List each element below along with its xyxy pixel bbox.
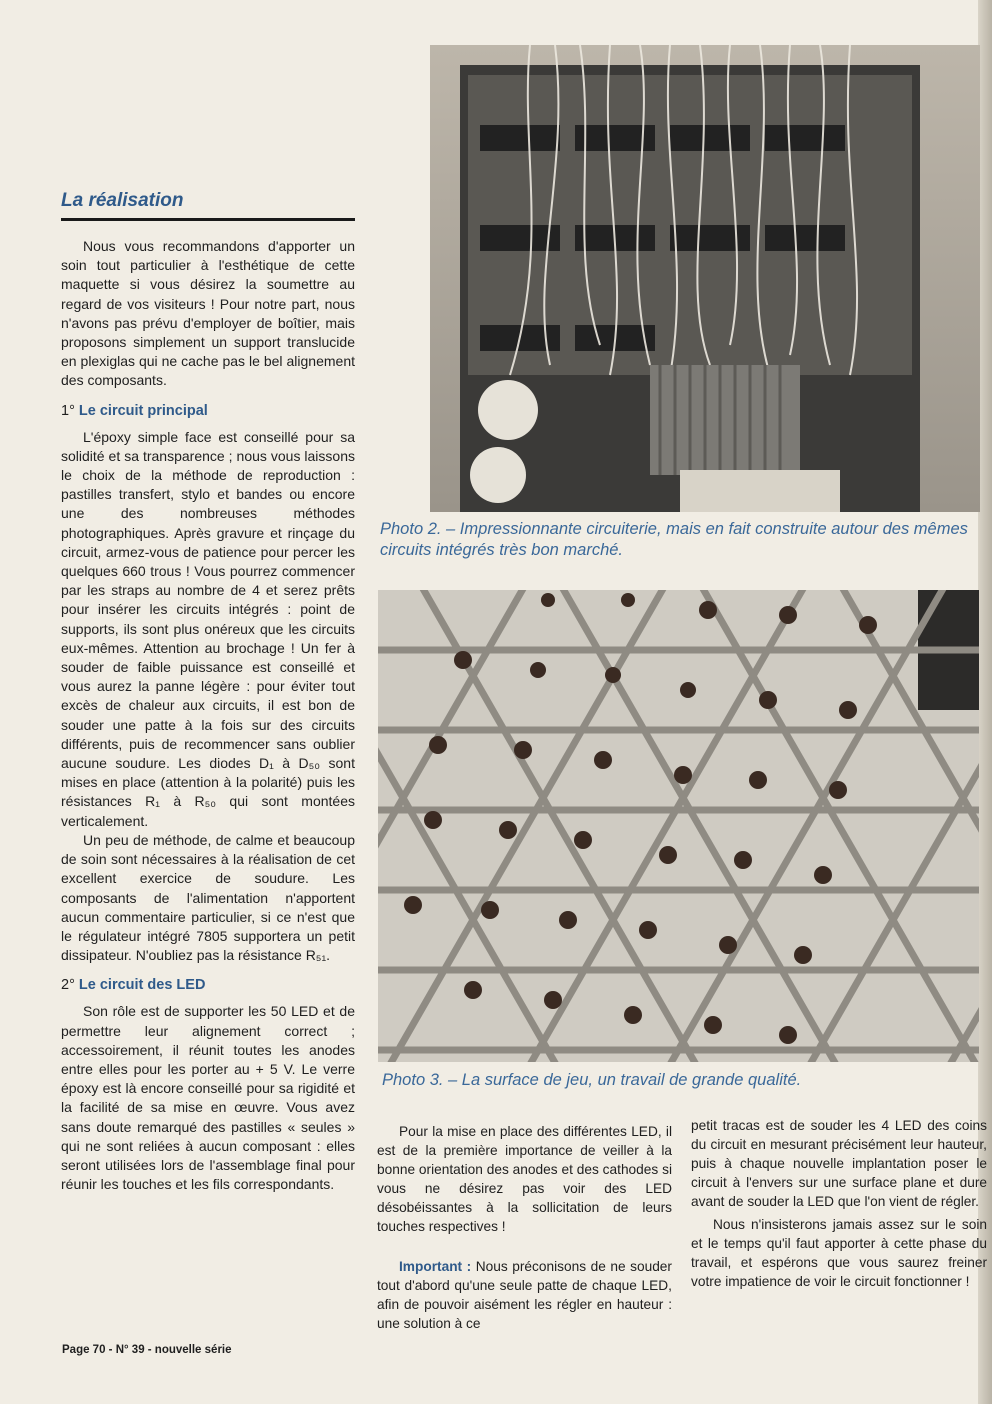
closing-paragraph: Nous n'insisterons jamais assez sur le soin et le temps qu'il faut apporter à cette phase du travail, et espérons que vous saurez freiner votre impatience de voir le circuit fonctionner ! [691, 1217, 987, 1289]
subheading-1 [61, 403, 355, 419]
main-circuit-paragraph-2: Un peu de méthode, de calme et beaucoup de soin sont nécessaires à la réalisation de cet excellent exercice de soudure. Les composants de l'alimentation n'apportent aucun commentaire particulier, si ce n'est que le régulateur intégré 7805 supportera un petit dissipateur. N'oubliez pas la résistance R₅₁. [61, 831, 355, 964]
important-text: Nous préconisons de ne souder tout d'abord qu'une seule patte de chaque LED, afin de pouvoir aisément les régler en hauteur : une solution à ce [377, 1259, 672, 1331]
led-circuit-paragraph: Son rôle est de supporter les 50 LED et de permettre leur alignement correct ; accessoirement, il réunit toutes les anodes entre elles pour les porter au + 5 V. Le verre époxy est là encore conseillé pour sa rigidité et la facilité de sa mise en œuvre. Vous avez sans doute remarqué des pastilles « seules » qui ne sont reliées à aucun composant : elles seront utilisées lors de l'assemblage final pour réunir les touches et les fils correspondants. [61, 1003, 355, 1193]
subheading-2-number: 2° [61, 977, 75, 994]
intro-paragraph: Nous vous recommandons d'apporter un soin tout particulier à l'esthétique de cette maquette si vous désirez la soumettre au regard de vos visiteurs ! Pour notre part, nous n'avons pas prévu d'employer de boîtier, mais proposons simplement un support translucide en plexiglas qui ne cache pas le bel alignement des composants. [61, 238, 355, 389]
led-height-paragraph: petit tracas est de souder les 4 LED des coins du circuit en mesurant précisément leur hauteur, puis à chaque nouvelle implantation poser le circuit à l'envers sur une surface plane et dure avant de souder la LED que l'on vient de régler. [691, 1118, 987, 1209]
main-circuit-paragraph-1: L'époxy simple face est conseillé pour sa solidité et sa transparence ; nous vous laissons le choix de la méthode de reproduction : pastilles transfert, stylo et bandes ou encore une des nombreuses méthodes photographiques. Après gravure et rinçage du circuit, armez-vous de patience pour percer les quelques 660 trous ! Vous pourrez commencer par les straps au nombre de 4 et serez prêts pour insérer les circuits intégrés : point de supports, ils sont plus onéreux que les circuits eux-mêmes. Attention au brochage ! Un fer à souder de faible puissance est conseillé et vous aurez la panne légère : pour éviter tout excès de chaleur aux circuits, il est bon de souder une patte à la fois sur des circuits différents, puis de recommencer sans oublier aucune soudure. Les diodes D₁ à D₅₀ sont mises en place (attention à la polarité) puis les résistances R₁ à R₅₀ qui sont montées verticalement. [61, 428, 355, 829]
right-column [691, 1116, 987, 1291]
subheading-1-number: 1° [61, 402, 75, 419]
left-column [61, 190, 355, 1194]
important-paragraph [377, 1257, 672, 1333]
subheading-1-title: Le circuit principal [78, 402, 208, 419]
middle-column [377, 1122, 672, 1333]
game-surface-illustration [378, 590, 979, 1062]
photo-3-caption: Photo 3. – La surface de jeu, un travail de grande qualité. [382, 1071, 802, 1089]
photo-2-caption: Photo 2. – Impressionnante circuiterie, mais en fait construite autour des mêmes circuits intégrés très bon marché. [380, 520, 968, 559]
subheading-2 [61, 977, 355, 993]
circuit-board-illustration [380, 45, 980, 512]
photo-2-circuit-board [380, 45, 980, 512]
led-placement-paragraph: Pour la mise en place des différentes LED, il est de la première importance de veiller à la bonne orientation des anodes et des cathodes si vous ne désirez pas voir des LED désobéissantes à la sollicitation de leurs touches respectives ! [377, 1124, 672, 1234]
photo-3-game-surface [378, 590, 979, 1062]
important-label: Important : [399, 1259, 472, 1274]
page-footer: Page 70 - N° 39 - nouvelle série [62, 1344, 232, 1356]
section-title: La réalisation [61, 190, 355, 221]
subheading-2-title: Le circuit des LED [78, 977, 206, 994]
